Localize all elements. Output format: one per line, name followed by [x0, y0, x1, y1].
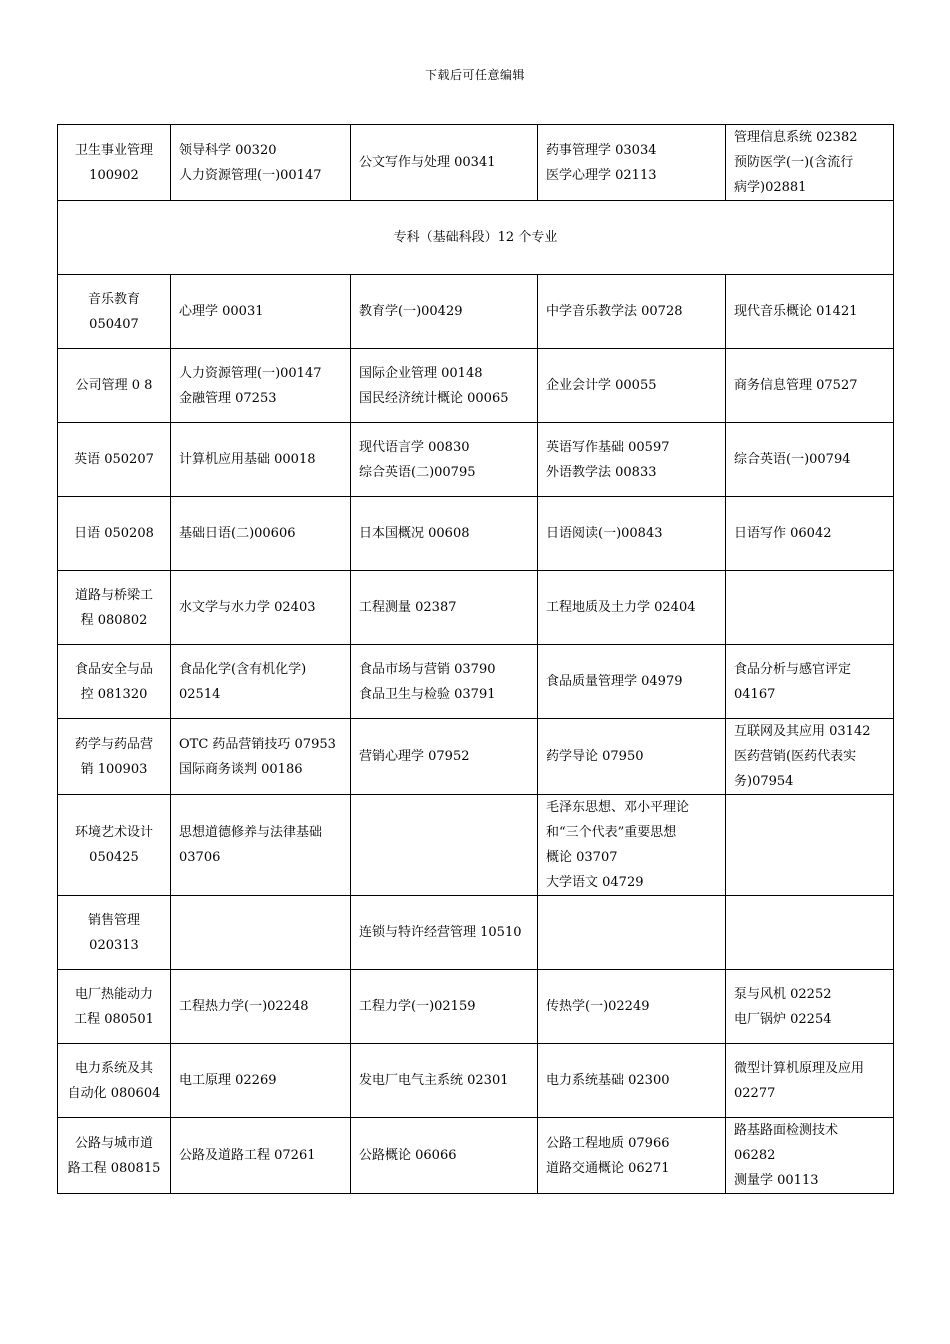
- major-line: 程 080802: [80, 612, 148, 628]
- course-line: 思想道德修养与法律基础: [179, 825, 323, 840]
- course-line: 概论 03707: [546, 850, 618, 865]
- major-cell: [58, 1118, 171, 1194]
- course-cell: [538, 645, 726, 719]
- course-cell: [538, 571, 726, 645]
- course-cell: [538, 1118, 726, 1194]
- table-row: [58, 125, 894, 201]
- table-row: [58, 349, 894, 423]
- course-cell: [538, 719, 726, 795]
- course-line: 泵与风机 02252: [734, 986, 832, 1002]
- course-cell: [538, 896, 726, 970]
- major-line: 卫生事业管理: [74, 142, 153, 158]
- course-line: 日语写作 06042: [734, 526, 832, 541]
- table-row: [58, 896, 894, 970]
- course-line: 基础日语(二)00606: [179, 526, 296, 541]
- course-line: 计算机应用基础 00018: [179, 452, 316, 467]
- table-body: [58, 125, 894, 1194]
- course-cell: [726, 423, 894, 497]
- major-line: 控 081320: [80, 686, 148, 702]
- section-row: [58, 201, 894, 275]
- course-line: 公路概论 06066: [359, 1148, 457, 1163]
- course-line: 食品质量管理学 04979: [546, 674, 683, 689]
- course-line: 电力系统基础 02300: [546, 1073, 670, 1088]
- course-cell: [171, 719, 351, 795]
- course-line: 工程热力学(一)02248: [179, 999, 309, 1014]
- major-cell: [58, 970, 171, 1044]
- course-cell: [538, 423, 726, 497]
- course-line: 连锁与特许经营管理 10510: [359, 925, 522, 940]
- major-line: 日语 050208: [74, 526, 154, 541]
- course-line: 电厂锅炉 02254: [734, 1011, 832, 1027]
- section-title: 专科（基础科段）12 个专业: [58, 201, 894, 275]
- course-cell: [538, 125, 726, 201]
- major-line: 环境艺术设计: [74, 825, 153, 840]
- course-cell: [351, 423, 538, 497]
- major-line: 食品安全与品: [74, 661, 153, 677]
- course-cell: [538, 1044, 726, 1118]
- course-line: 02277: [734, 1085, 776, 1101]
- course-cell: [726, 349, 894, 423]
- major-line: 道路与桥梁工: [74, 587, 153, 603]
- course-line: 国际商务谈判 00186: [179, 761, 303, 777]
- table-row: [58, 719, 894, 795]
- course-cell: [726, 497, 894, 571]
- course-line: 药学导论 07950: [546, 749, 644, 764]
- course-line: 微型计算机原理及应用: [734, 1060, 865, 1076]
- course-line: 预防医学(一)(含流行: [734, 155, 854, 170]
- course-line: 日语阅读(一)00843: [546, 526, 663, 541]
- course-line: 电工原理 02269: [179, 1073, 277, 1088]
- major-line: 销 100903: [80, 761, 148, 777]
- table-row: [58, 645, 894, 719]
- course-line: 道路交通概论 06271: [546, 1160, 670, 1176]
- course-cell: [726, 125, 894, 201]
- table-row: [58, 497, 894, 571]
- course-line: 医药营销(医药代表实: [734, 749, 857, 764]
- course-line: 测量学 00113: [734, 1173, 819, 1188]
- major-cell: [58, 795, 171, 896]
- major-line: 音乐教育: [87, 291, 140, 307]
- major-line: 050407: [89, 316, 139, 332]
- course-line: 食品分析与感官评定: [734, 661, 852, 677]
- course-cell: [351, 1118, 538, 1194]
- course-line: 英语写作基础 00597: [546, 439, 670, 455]
- course-line: 教育学(一)00429: [359, 304, 463, 319]
- course-cell: [351, 645, 538, 719]
- course-line: 人力资源管理(一)00147: [179, 365, 322, 381]
- course-line: 工程力学(一)02159: [359, 999, 476, 1014]
- course-cell: [538, 795, 726, 896]
- course-line: 和“三个代表”重要思想: [546, 825, 677, 840]
- course-cell: [171, 970, 351, 1044]
- major-cell: [58, 349, 171, 423]
- course-cell: [726, 1044, 894, 1118]
- page-header: 下载后可任意编辑: [424, 68, 525, 82]
- course-line: 金融管理 07253: [179, 390, 277, 406]
- course-cell: [171, 896, 351, 970]
- course-line: 食品市场与营销 03790: [359, 661, 496, 677]
- course-line: 商务信息管理 07527: [734, 378, 858, 393]
- course-line: 病学)02881: [734, 180, 807, 195]
- course-line: 心理学 00031: [179, 304, 264, 319]
- major-line: 020313: [89, 937, 139, 953]
- table-row: [58, 275, 894, 349]
- course-cell: [538, 349, 726, 423]
- major-cell: [58, 719, 171, 795]
- course-cell: [171, 1118, 351, 1194]
- table-row: [58, 1118, 894, 1194]
- course-cell: [351, 349, 538, 423]
- course-line: 管理信息系统 02382: [734, 130, 858, 145]
- course-cell: [726, 896, 894, 970]
- table-row: [58, 795, 894, 896]
- course-line: 日本国概况 00608: [359, 526, 470, 541]
- major-cell: [58, 571, 171, 645]
- course-cell: [351, 497, 538, 571]
- course-cell: [726, 970, 894, 1044]
- major-line: 050425: [89, 850, 139, 865]
- course-cell: [538, 497, 726, 571]
- course-line: 04167: [734, 686, 776, 702]
- course-line: 工程测量 02387: [359, 600, 457, 615]
- course-line: 发电厂电气主系统 02301: [359, 1073, 509, 1088]
- major-line: 工程 080501: [74, 1011, 154, 1027]
- major-line: 100902: [89, 167, 139, 183]
- course-cell: [351, 970, 538, 1044]
- course-cell: [351, 795, 538, 896]
- course-line: 领导科学 00320: [179, 142, 277, 158]
- major-cell: [58, 275, 171, 349]
- course-cell: [171, 571, 351, 645]
- course-line: 水文学与水力学 02403: [179, 600, 316, 615]
- course-table: [57, 124, 894, 1194]
- table-row: [58, 423, 894, 497]
- course-line: 营销心理学 07952: [359, 749, 470, 764]
- table-row: [58, 970, 894, 1044]
- table-row: [58, 1044, 894, 1118]
- course-line: 公路工程地质 07966: [546, 1135, 670, 1151]
- course-cell: [351, 571, 538, 645]
- course-line: 公文写作与处理 00341: [359, 155, 496, 170]
- major-line: 电厂热能动力: [74, 986, 153, 1002]
- course-cell: [171, 349, 351, 423]
- course-cell: [351, 719, 538, 795]
- course-cell: [171, 1044, 351, 1118]
- course-cell: [351, 275, 538, 349]
- course-line: 03706: [179, 850, 221, 865]
- major-line: 路工程 080815: [67, 1160, 161, 1176]
- course-cell: [171, 497, 351, 571]
- course-line: 公路及道路工程 07261: [179, 1148, 316, 1163]
- course-cell: [171, 423, 351, 497]
- major-cell: [58, 645, 171, 719]
- course-line: 02514: [179, 686, 221, 702]
- major-line: 英语 050207: [74, 452, 154, 467]
- course-cell: [351, 125, 538, 201]
- course-line: 工程地质及土力学 02404: [546, 600, 696, 615]
- course-line: 外语教学法 00833: [546, 464, 657, 480]
- course-line: 互联网及其应用 03142: [734, 724, 871, 739]
- course-line: 传热学(一)02249: [546, 999, 650, 1014]
- course-line: 路基路面检测技术: [734, 1123, 839, 1138]
- course-cell: [538, 275, 726, 349]
- major-line: 公司管理 0 8: [75, 378, 153, 393]
- course-cell: [351, 1044, 538, 1118]
- major-line: 药学与药品营: [74, 736, 153, 752]
- major-cell: [58, 896, 171, 970]
- course-line: 人力资源管理(一)00147: [179, 167, 322, 183]
- course-cell: [171, 125, 351, 201]
- course-line: 现代语言学 00830: [359, 439, 470, 455]
- course-line: 大学语文 04729: [546, 875, 644, 890]
- course-cell: [538, 970, 726, 1044]
- course-cell: [351, 896, 538, 970]
- course-cell: [171, 795, 351, 896]
- course-cell: [726, 719, 894, 795]
- course-line: 现代音乐概论 01421: [734, 304, 858, 319]
- course-cell: [726, 1118, 894, 1194]
- major-line: 电力系统及其: [74, 1060, 153, 1076]
- course-line: 务)07954: [734, 774, 794, 789]
- major-line: 公路与城市道: [74, 1135, 153, 1151]
- course-line: 国际企业管理 00148: [359, 365, 483, 381]
- course-cell: [726, 795, 894, 896]
- major-cell: [58, 1044, 171, 1118]
- course-cell: [726, 645, 894, 719]
- course-line: 药事管理学 03034: [546, 142, 657, 158]
- course-line: 医学心理学 02113: [546, 167, 657, 183]
- course-cell: [726, 275, 894, 349]
- course-cell: [171, 645, 351, 719]
- course-cell: [726, 571, 894, 645]
- course-line: 综合英语(一)00794: [734, 452, 851, 467]
- course-line: 06282: [734, 1148, 776, 1163]
- major-cell: [58, 125, 171, 201]
- course-line: 食品卫生与检验 03791: [359, 686, 496, 702]
- course-line: OTC 药品营销技巧 07953: [179, 736, 336, 752]
- course-cell: [171, 275, 351, 349]
- course-line: 食品化学(含有机化学): [179, 661, 307, 677]
- major-line: 自动化 080604: [67, 1085, 161, 1101]
- course-line: 企业会计学 00055: [546, 378, 657, 393]
- major-cell: [58, 497, 171, 571]
- major-line: 销售管理: [87, 912, 140, 928]
- course-line: 毛泽东思想、邓小平理论: [546, 800, 690, 815]
- course-line: 国民经济统计概论 00065: [359, 390, 509, 406]
- course-line: 中学音乐教学法 00728: [546, 304, 683, 319]
- course-line: 综合英语(二)00795: [359, 464, 476, 480]
- major-cell: [58, 423, 171, 497]
- table-row: [58, 571, 894, 645]
